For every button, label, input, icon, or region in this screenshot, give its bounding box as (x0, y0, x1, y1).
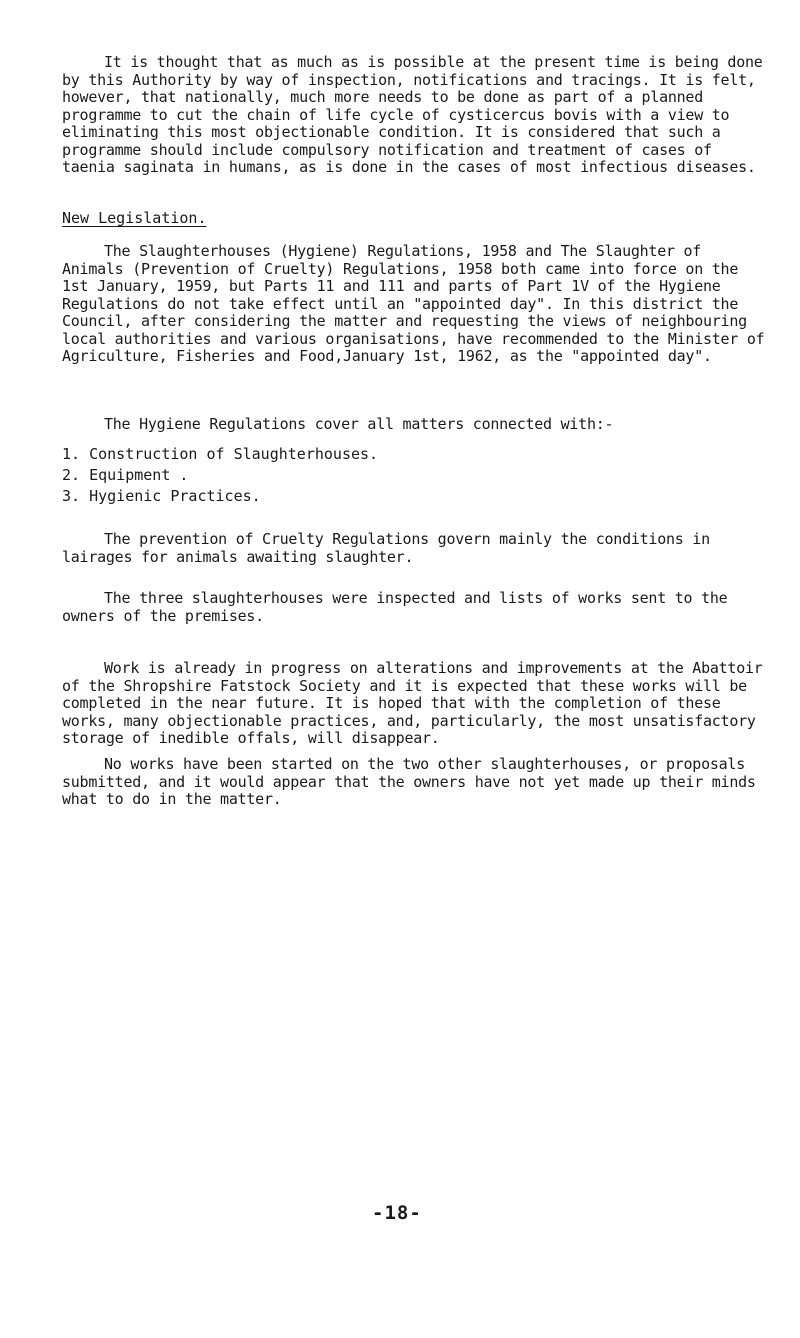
paragraph-regulations: The Slaughterhouses (Hygiene) Regulations, 1958 and The Slaughter of Animals (Prevention of Cruelty) Regulations, 1958 both came into force on the 1st January, 1959, but Parts 11 and 111 and parts of Part 1V of the Hygiene Regulations do not take effect until an "appointed day". In this district the Council, after considering the matter and requesting the views of neighbouring local authorities and various organisations, have recommended to the Minister of Agriculture, Fisheries and Food,January 1st, 1962, as the "appointed day". (62, 242, 765, 365)
list-item: 3. Hygienic Practices. (62, 487, 261, 505)
list-item: 1. Construction of Slaughterhouses. (62, 445, 379, 463)
hygiene-matters-list (62, 444, 378, 507)
paragraph-other-slaughterhouses: No works have been started on the two other slaughterhouses, or proposals submitted, and it would appear that the owners have not yet made up their minds what to do in the matter. (62, 755, 756, 808)
section-heading: New Legislation. (62, 209, 207, 227)
list-item: 2. Equipment . (62, 466, 189, 484)
paragraph-inspection: The three slaughterhouses were inspected and lists of works sent to the owners of the premises. (62, 589, 728, 625)
paragraph-cysticercus: It is thought that as much as is possible at the present time is being done by this Authority by way of inspection, notifications and tracings. It is felt, however, that nationally, much more needs to be done as part of a planned programme to cut the chain of life cycle of cysticercus bovis with a view to eliminating this most objectionable condition. It is considered that such a programme should include compulsory notification and treatment of cases of taenia saginata in humans, as is done in the cases of most infectious diseases. (62, 53, 763, 176)
paragraph-abattoir-works: Work is already in progress on alterations and improvements at the Abattoir of the Shropshire Fatstock Society and it is expected that these works will be completed in the near future. It is hoped that with the completion of these works, many objectionable practices, and, particularly, the most unsatisfactory storage of inedible offals, will disappear. (62, 659, 763, 747)
paragraph-hygiene-intro: The Hygiene Regulations cover all matters connected with:- (104, 415, 614, 433)
paragraph-cruelty-regulations: The prevention of Cruelty Regulations govern mainly the conditions in lairages for animals awaiting slaughter. (62, 530, 710, 566)
page-number: -18- (372, 1202, 422, 1224)
